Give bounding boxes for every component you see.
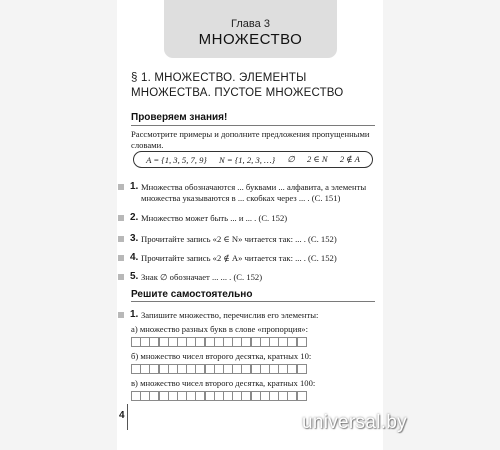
watermark-logo: universal.by — [302, 412, 407, 433]
examples-formula-box — [133, 151, 373, 168]
task-text: Запишите множество, перечислив его элементы: — [141, 310, 319, 320]
textbook-page — [117, 0, 383, 450]
question-text: Множества обозначаются ... буквами ... алфавита, а элементы множества указываются в ... скобках через ... . (С. 151) — [141, 182, 367, 203]
answer-cell[interactable] — [297, 391, 307, 401]
section-title-line-2: МНОЖЕСТВА. ПУСТОЕ МНОЖЕСТВО — [131, 87, 344, 99]
section-title-line-1: § 1. МНОЖЕСТВО. ЭЛЕМЕНТЫ — [131, 72, 307, 84]
question-number: 2. — [130, 212, 139, 223]
question-text: Прочитайте запись «2 ∉ A» читается так: ... . (С. 152) — [141, 253, 337, 263]
chapter-title: МНОЖЕСТВО — [198, 31, 303, 48]
check-knowledge-heading: Проверяем знания! — [131, 112, 228, 123]
answer-grid-c[interactable] — [131, 391, 306, 401]
chapter-header — [164, 0, 337, 58]
bullet-square-icon — [118, 236, 124, 242]
heading-divider — [131, 125, 375, 126]
formula-set-n: N = {1, 2, 3, …} — [219, 154, 276, 165]
formula-empty-set: ∅ — [287, 154, 295, 164]
formula-belongs: 2 ∈ N — [306, 154, 328, 164]
question-number: 3. — [130, 233, 139, 244]
margin-line — [127, 404, 128, 430]
task-subitem-c: в) множество чисел второго десятка, кратных 100: — [131, 378, 316, 388]
question-text: Прочитайте запись «2 ∈ N» читается так: ... . (С. 152) — [141, 234, 337, 244]
task-number: 1. — [130, 309, 139, 320]
section-title — [131, 71, 371, 101]
question-text: Множество может быть ... и ... . (С. 152) — [141, 213, 288, 223]
answer-grid-b[interactable] — [131, 364, 306, 374]
question-text: Знак ∅ обозначает ... ... . (С. 152) — [141, 272, 263, 282]
bullet-square-icon — [118, 184, 124, 190]
question-number: 4. — [130, 252, 139, 263]
chapter-label: Глава 3 — [231, 18, 270, 30]
answer-cell[interactable] — [297, 337, 307, 347]
page-number: 4 — [119, 410, 125, 421]
question-number: 5. — [130, 271, 139, 282]
task-subitem-b: б) множество чисел второго десятка, кратных 10: — [131, 351, 312, 361]
answer-grid-a[interactable] — [131, 337, 306, 347]
heading-divider — [131, 301, 375, 302]
bullet-square-icon — [118, 215, 124, 221]
bullet-square-icon — [118, 255, 124, 261]
bullet-square-icon — [118, 312, 124, 318]
formula-not-belongs: 2 ∉ A — [339, 154, 360, 164]
formula-set-a: A = {1, 3, 5, 7, 9} — [146, 154, 207, 165]
question-number: 1. — [130, 181, 139, 192]
solve-yourself-heading: Решите самостоятельно — [131, 289, 253, 300]
task-subitem-a: а) множество разных букв в слове «пропорция»: — [131, 324, 308, 334]
bullet-square-icon — [118, 274, 124, 280]
check-intro-text: Рассмотрите примеры и дополните предложения пропущенными словами. — [131, 129, 370, 150]
answer-cell[interactable] — [297, 364, 307, 374]
